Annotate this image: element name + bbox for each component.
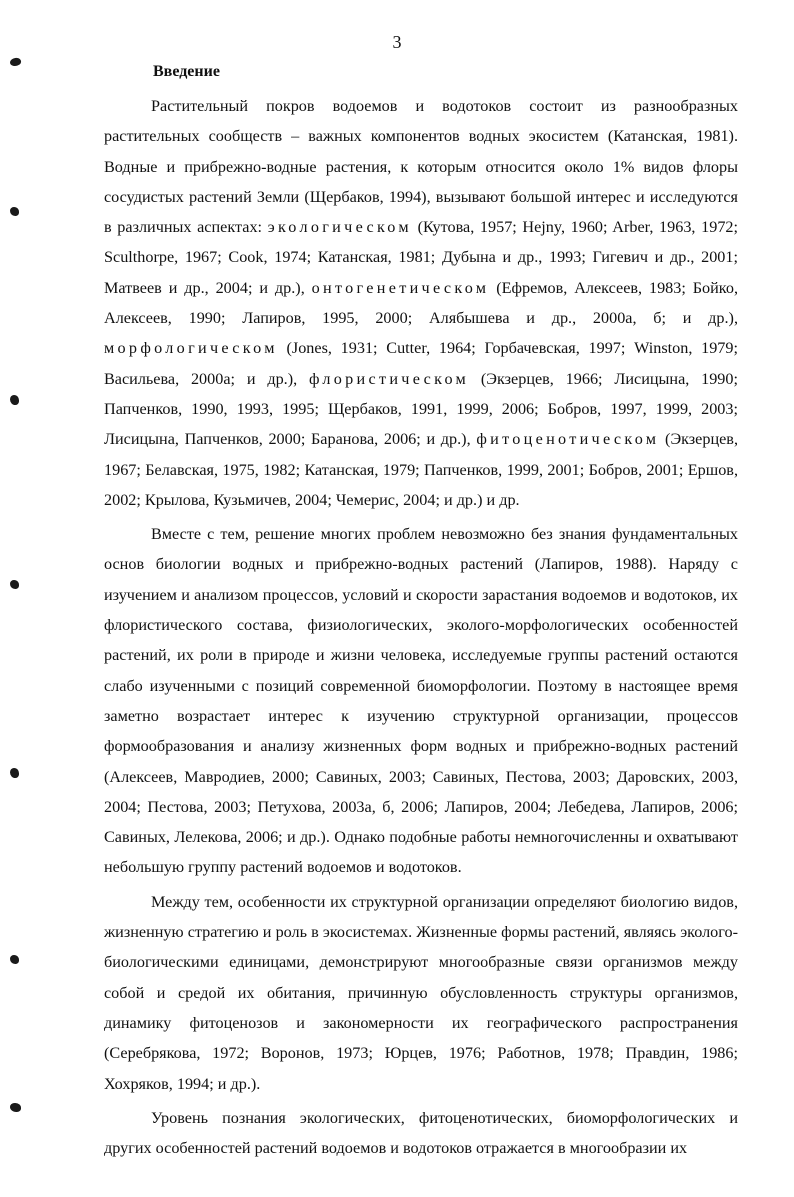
text-run: (Jones, 1931; Cutter, 1964; Горбачевская, 1997; Winston, 1979; Васильева, 2000а; и др.), xyxy=(104,339,738,388)
page-number: 3 xyxy=(392,32,402,52)
scan-artifact-mark xyxy=(10,955,19,964)
scan-artifact-mark xyxy=(10,207,19,216)
body-text xyxy=(104,91,738,1163)
paragraph xyxy=(104,519,738,883)
spaced-term: морфологическом xyxy=(104,339,278,358)
text-run: (Экзерцев, 1966; Лисицына, 1990; Папченков, 1990, 1993, 1995; Щербаков, 1991, 1999, 2006; Бобров, 1997, 1999, 2003; Лисицына, Папченков, 2000; Баранова, 2006; и др.), xyxy=(104,369,738,449)
text-run: Вместе с тем, решение многих проблем невозможно без знания фундаментальных основ биологии водных и прибрежно-водных растений (Лапиров, 1988). Наряду с изучением и анализом процессов, условий и скорости зарастания водоемов и водотоков, их флористического состава, физиологических, эколого-морфологических особенностей растений, их роли в природе и жизни человека, исследуемые группы растений остаются слабо изученными с позиций современной биоморфологии. Поэтому в настоящее время заметно возрастает интерес к изучению структурной организации, процессов формообразования и анализу жизненных форм водных и прибрежно-водных растений (Алексеев, Мавродиев, 2000; Савиных, 2003; Савиных, Пестова, 2003; Даровских, 2003, 2004; Пестова, 2003; Петухова, 2003а, б, 2006; Лапиров, 2004; Лебедева, Лапиров, 2006; Савиных, Лелекова, 2006; и др.). Однако подобные работы немногочисленны и охватывают небольшую группу растений водоемов и водотоков. xyxy=(104,525,738,877)
spaced-term: экологическом xyxy=(267,218,412,237)
scan-artifact-mark xyxy=(10,1103,21,1112)
text-run: Уровень познания экологических, фитоценотических, биоморфологических и других особенностей растений водоемов и водотоков отражается в многообразии их xyxy=(104,1108,738,1158)
text-run: Растительный покров водоемов и водотоков состоит из разнообразных растительных сообществ – важных компонентов водных экосистем (Катанская, 1981). Водные и прибрежно-водные растения, к которым относится около 1% видов флоры сосудистых растений Земли (Щербаков, 1994), вызывают большой интерес и исследуются в различных аспектах: xyxy=(104,97,738,237)
spaced-term: онтогенетическом xyxy=(311,278,490,297)
spaced-term: флористическом xyxy=(308,369,470,388)
spaced-term: фитоценотическом xyxy=(476,430,660,449)
paragraph xyxy=(104,887,738,1099)
text-run: (Экзерцев, 1967; Белавская, 1975, 1982; Катанская, 1979; Папченков, 1999, 2001; Бобров, 2001; Ершов, 2002; Крылова, Кузьмичев, 2004; Чемерис, 2004; и др.) и др. xyxy=(104,430,738,509)
text-run: Между тем, особенности их структурной организации определяют биологию видов, жизненную стратегию и роль в экосистемах. Жизненные формы растений, являясь эколого-биологическими единицами, демонстрируют многообразные связи организмов между собой и средой их обитания, причинную обусловленность структуры организмов, динамику фитоценозов и закономерности их географического распространения (Серебрякова, 1972; Воронов, 1973; Юрцев, 1976; Работнов, 1978; Правдин, 1986; Хохряков, 1994; и др.). xyxy=(104,892,738,1093)
scan-artifact-mark xyxy=(9,56,22,67)
scan-artifact-mark xyxy=(10,580,19,589)
paragraph xyxy=(104,1103,738,1164)
scan-artifact-mark xyxy=(10,395,19,405)
section-heading: Введение xyxy=(153,63,220,80)
text-run: (Ефремов, Алексеев, 1983; Бойко, Алексеев, 1990; Лапиров, 1995, 2000; Алябышева и др., 2000а, б; и др.), xyxy=(104,278,738,328)
paragraph xyxy=(104,91,738,515)
text-run: (Кутова, 1957; Hejny, 1960; Arber, 1963, 1972; Sculthorpe, 1967; Cook, 1974; Катанская, 1981; Дубына и др., 1993; Гигевич и др., 2001; Матвеев и др., 2004; и др.), xyxy=(104,218,739,297)
scan-artifact-mark xyxy=(10,768,19,778)
